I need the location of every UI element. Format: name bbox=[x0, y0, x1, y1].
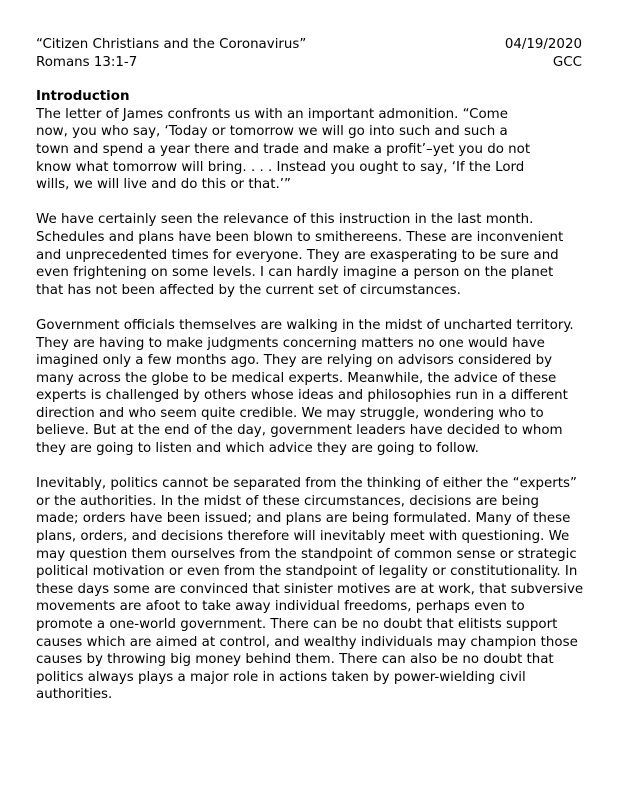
text-line: believe. But at the end of the day, government leaders have decided to whom bbox=[36, 423, 563, 439]
text-line: Schedules and plans have been blown to smithereens. These are inconvenient bbox=[36, 229, 564, 245]
header-row-1 bbox=[36, 36, 582, 54]
text-line: town and spend a year there and trade and make a profit’–yet you do not bbox=[36, 141, 531, 157]
text-line: imagined only a few months ago. They are relying on advisors considered by bbox=[36, 353, 553, 369]
document-page bbox=[36, 36, 582, 722]
text-line: know what tomorrow will bring. . . . Instead you ought to say, ‘If the Lord bbox=[36, 159, 525, 175]
text-line: authorities. bbox=[36, 687, 113, 703]
text-line: plans, orders, and decisions therefore will inevitably meet with questioning. We bbox=[36, 529, 570, 545]
text-line: promote a one-world government. There can be no doubt that elitists support bbox=[36, 617, 558, 632]
text-line: politics always plays a major role in actions taken by power-wielding civil bbox=[36, 669, 526, 685]
paragraph-2 bbox=[36, 211, 582, 299]
text-line: Inevitably, politics cannot be separated from the thinking of either the “experts” bbox=[36, 476, 577, 492]
scripture-reference: Romans 13:1-7 bbox=[36, 54, 138, 70]
text-line: We have certainly seen the relevance of this instruction in the last month. bbox=[36, 212, 534, 228]
text-line: they are going to listen and which advice they are going to follow. bbox=[36, 441, 479, 457]
text-line: now, you who say, ‘Today or tomorrow we will go into such and such a bbox=[36, 124, 508, 140]
paragraph-1 bbox=[36, 106, 582, 194]
text-line: causes which are aimed at control, and wealthy individuals may champion those bbox=[36, 634, 578, 650]
text-line: movements are afoot to take away individual freedoms, perhaps even to bbox=[36, 599, 525, 615]
church-abbreviation: GCC bbox=[552, 54, 582, 70]
sermon-title: “Citizen Christians and the Coronavirus” bbox=[36, 37, 307, 52]
body-text bbox=[36, 106, 582, 704]
document-header bbox=[36, 36, 582, 71]
paragraph-4 bbox=[36, 475, 582, 704]
text-line: causes by throwing big money behind them. There can also be no doubt that bbox=[36, 652, 554, 668]
text-line: even frightening on some levels. I can hardly imagine a person on the planet bbox=[36, 265, 554, 281]
text-line: wills, we will live and do this or that.’” bbox=[36, 177, 291, 193]
text-line: The letter of James confronts us with an important admonition. “Come bbox=[36, 106, 508, 122]
text-line: political motivation or even from the standpoint of legality or constitutionality. In bbox=[36, 564, 578, 580]
text-line: direction and who seem quite credible. We may struggle, wondering who to bbox=[36, 405, 544, 421]
text-line: these days some are convinced that sinister motives are at work, that subversive bbox=[36, 581, 584, 597]
text-line: They are having to make judgments concerning matters no one would have bbox=[36, 335, 545, 351]
text-line: Government officials themselves are walking in the midst of uncharted territory. bbox=[36, 317, 574, 333]
text-line: experts is challenged by others whose ideas and philosophies run in a different bbox=[36, 388, 568, 404]
text-line: may question them ourselves from the standpoint of common sense or strategic bbox=[36, 546, 577, 562]
section-heading: Introduction bbox=[36, 89, 130, 105]
paragraph-3 bbox=[36, 317, 582, 458]
sermon-date: 04/19/2020 bbox=[504, 37, 582, 52]
text-line: that has not been affected by the current set of circumstances. bbox=[36, 282, 461, 298]
text-line: or the authorities. In the midst of these circumstances, decisions are being bbox=[36, 493, 539, 509]
text-line: and unprecedented times for everyone. They are exasperating to be sure and bbox=[36, 247, 559, 263]
text-line: made; orders have been issued; and plans are being formulated. Many of these bbox=[36, 511, 571, 527]
header-row-2 bbox=[36, 54, 582, 72]
text-line: many across the globe to be medical experts. Meanwhile, the advice of these bbox=[36, 370, 557, 386]
